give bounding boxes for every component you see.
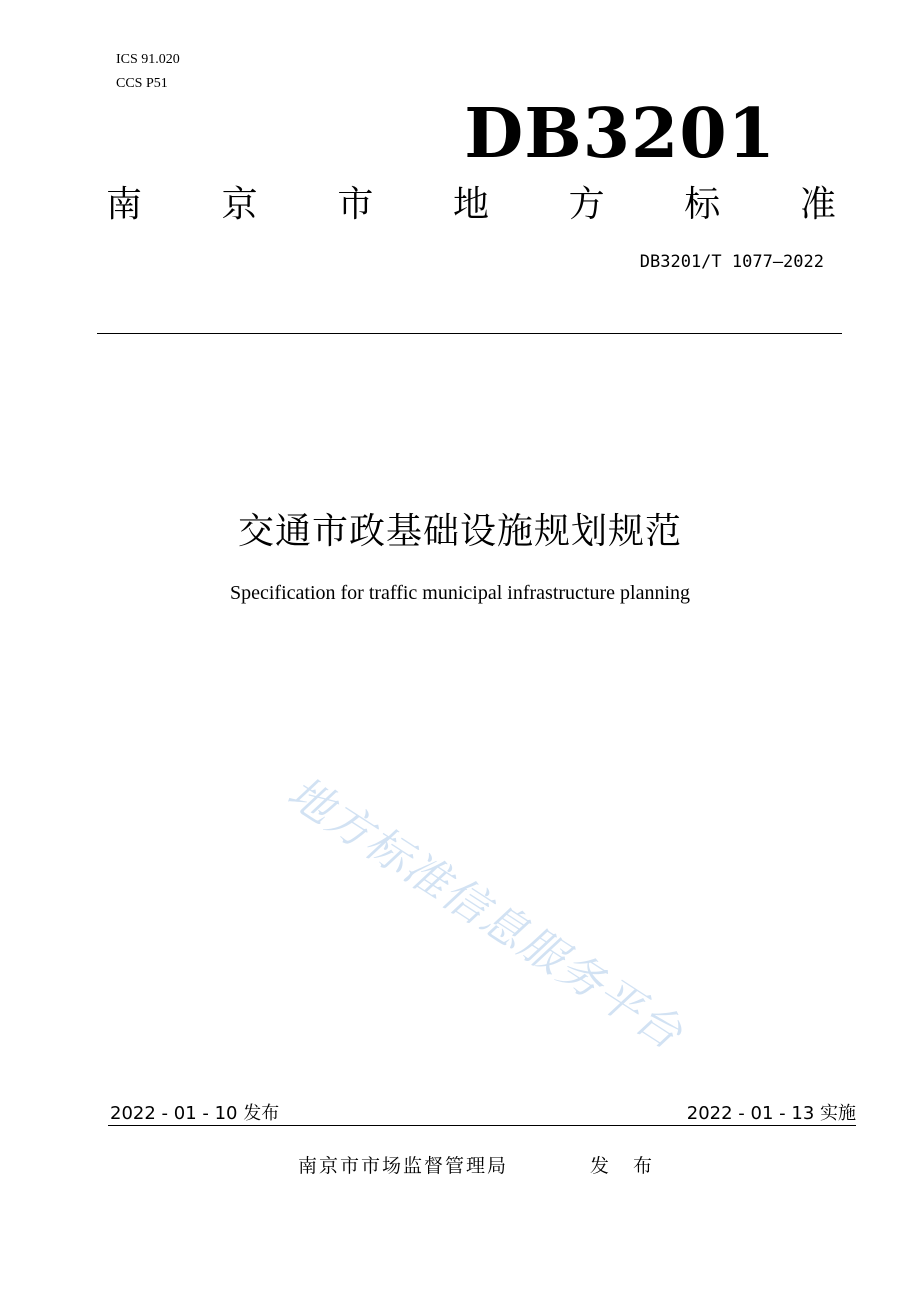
document-title-english: Specification for traffic municipal infrastructure planning [229,582,691,604]
ics-code: ICS 91.020 [116,52,180,67]
standard-type-char: 市 [337,184,374,225]
watermark: 地方标准信息服务平台 [278,766,693,1061]
standard-code-logo: DB3201 [464,94,776,174]
standard-type-char: 京 [221,184,258,225]
document-title-chinese: 交通市政基础设施规划规范 [237,511,682,552]
standard-number: DB3201/T 1077—2022 [639,252,824,272]
publish-label: 发 布 [590,1155,662,1177]
standard-type-char: 南 [106,184,143,225]
standard-type-char: 地 [452,184,489,225]
footer-divider [108,1125,856,1126]
standard-type-char: 方 [568,184,605,225]
standard-type-heading [106,182,836,228]
standard-type-char: 标 [684,184,721,225]
publisher: 南京市市场监督管理局 [298,1155,509,1177]
issue-date: 2022 - 01 - 10 发布 [110,1103,280,1124]
header-divider [97,333,842,334]
standard-type-char: 准 [799,184,836,225]
implementation-date: 2022 - 01 - 13 实施 [686,1103,856,1124]
ccs-code: CCS P51 [116,76,168,91]
